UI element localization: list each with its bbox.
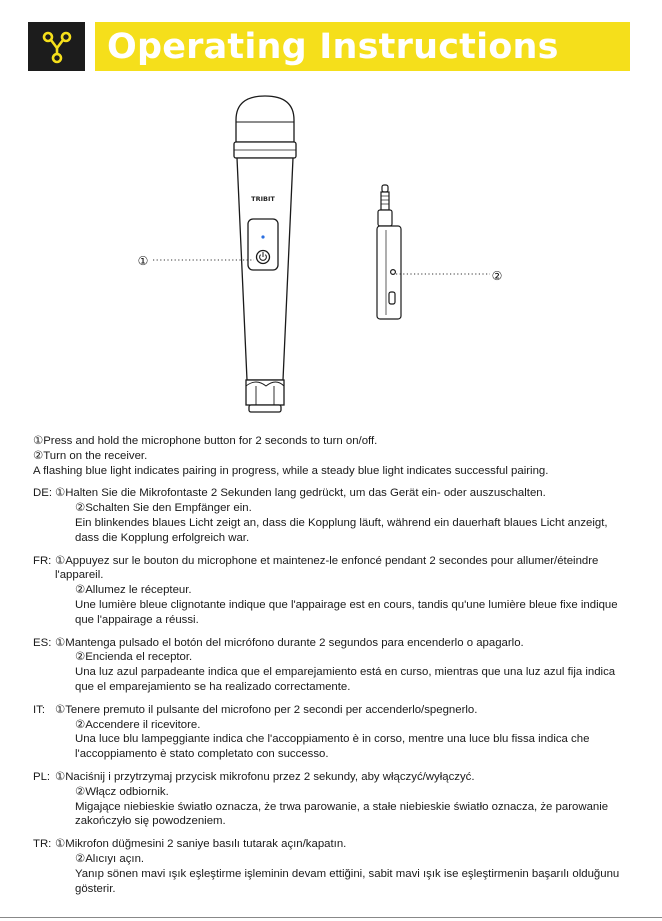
step2: ②Alıcıyı açın.	[75, 852, 145, 865]
step1: ①Mikrofon düğmesini 2 saniye basılı tutarak açın/kapatın.	[55, 838, 347, 851]
step1: ①Naciśnij i przytrzymaj przycisk mikrofonu przez 2 sekundy, aby włączyć/wyłączyć.	[55, 770, 475, 783]
step2: ②Accendere il ricevitore.	[75, 718, 201, 731]
note: Une lumière bleue clignotante indique que l'appairage est en cours, tandis qu'une lumière bleue fixe indique que l'appairage a réussi.	[75, 598, 618, 626]
instructions-fr	[33, 554, 633, 628]
step2: ②Schalten Sie den Empfänger ein.	[75, 502, 252, 515]
header	[28, 22, 630, 72]
lang-code: ES:	[33, 636, 52, 649]
step1: ①Appuyez sur le bouton du microphone et maintenez-le enfoncé pendant 2 secondes pour allumer/éteindre l'appareil.	[55, 554, 599, 582]
lang-code: IT:	[33, 703, 46, 716]
brand-label: TRIBIT	[251, 195, 275, 203]
instructions-de	[33, 486, 633, 545]
lang-code: TR:	[33, 838, 52, 851]
note: Una luce blu lampeggiante indica che l'accoppiamento è in corso, mentre una luce blu fissa indica che l'accoppiamento è stato completato con successo.	[75, 733, 590, 761]
title-bar	[95, 22, 630, 71]
step1: ①Halten Sie die Mikrofontaste 2 Sekunden lang gedrückt, um das Gerät ein- oder auszuschalten.	[55, 487, 546, 500]
note: Ein blinkendes blaues Licht zeigt an, dass die Kopplung läuft, während ein dauerhaft blaues Licht anzeigt, dass die Kopplung erfolgreich war.	[75, 516, 608, 544]
instructions-es	[33, 636, 633, 695]
lang-code: PL:	[33, 770, 51, 783]
page-divider	[0, 917, 662, 918]
page-title: Operating Instructions	[107, 26, 559, 67]
lang-code: FR:	[33, 554, 52, 567]
instructions-it	[33, 703, 633, 762]
step1: ①Mantenga pulsado el botón del micrófono durante 2 segundos para encenderlo o apagarlo.	[55, 636, 524, 649]
tribit-logo-icon	[28, 22, 85, 71]
callout-1: ①	[137, 254, 149, 268]
product-illustration	[0, 80, 662, 425]
instructions-pl	[33, 770, 633, 829]
en-note: A flashing blue light indicates pairing in progress, while a steady blue light indicates successful pairing.	[33, 464, 549, 477]
instructions-tr	[33, 837, 633, 896]
note: Migające niebieskie światło oznacza, że trwa parowanie, a stałe niebieskie światło oznacza, że parowanie zakończyło się powodzeniem.	[75, 800, 609, 828]
step1: ①Tenere premuto il pulsante del microfono per 2 secondi per accenderlo/spegnerlo.	[55, 703, 478, 716]
instructions-en	[33, 434, 633, 478]
microphone	[234, 96, 296, 412]
step2: ②Encienda el receptor.	[75, 651, 193, 664]
step2: ②Włącz odbiornik.	[75, 785, 169, 798]
en-step2: ②Turn on the receiver.	[33, 449, 148, 462]
note: Una luz azul parpadeante indica que el emparejamiento está en curso, mientras que una luz azul fija indica que el emparejamiento se ha realizado correctamente.	[75, 666, 616, 693]
note: Yanıp sönen mavi ışık eşleştirme işleminin devam ettiğini, sabit mavi ışık ise eşleştirmenin başarılı olduğunu gösterir.	[75, 867, 620, 895]
receiver	[377, 185, 401, 319]
lang-code: DE:	[33, 487, 52, 500]
blue-indicator-light	[261, 235, 264, 238]
step2: ②Allumez le récepteur.	[75, 584, 192, 597]
callout-2: ②	[491, 269, 503, 283]
en-step1: ①Press and hold the microphone button for 2 seconds to turn on/off.	[33, 435, 378, 447]
instructions	[33, 434, 633, 904]
